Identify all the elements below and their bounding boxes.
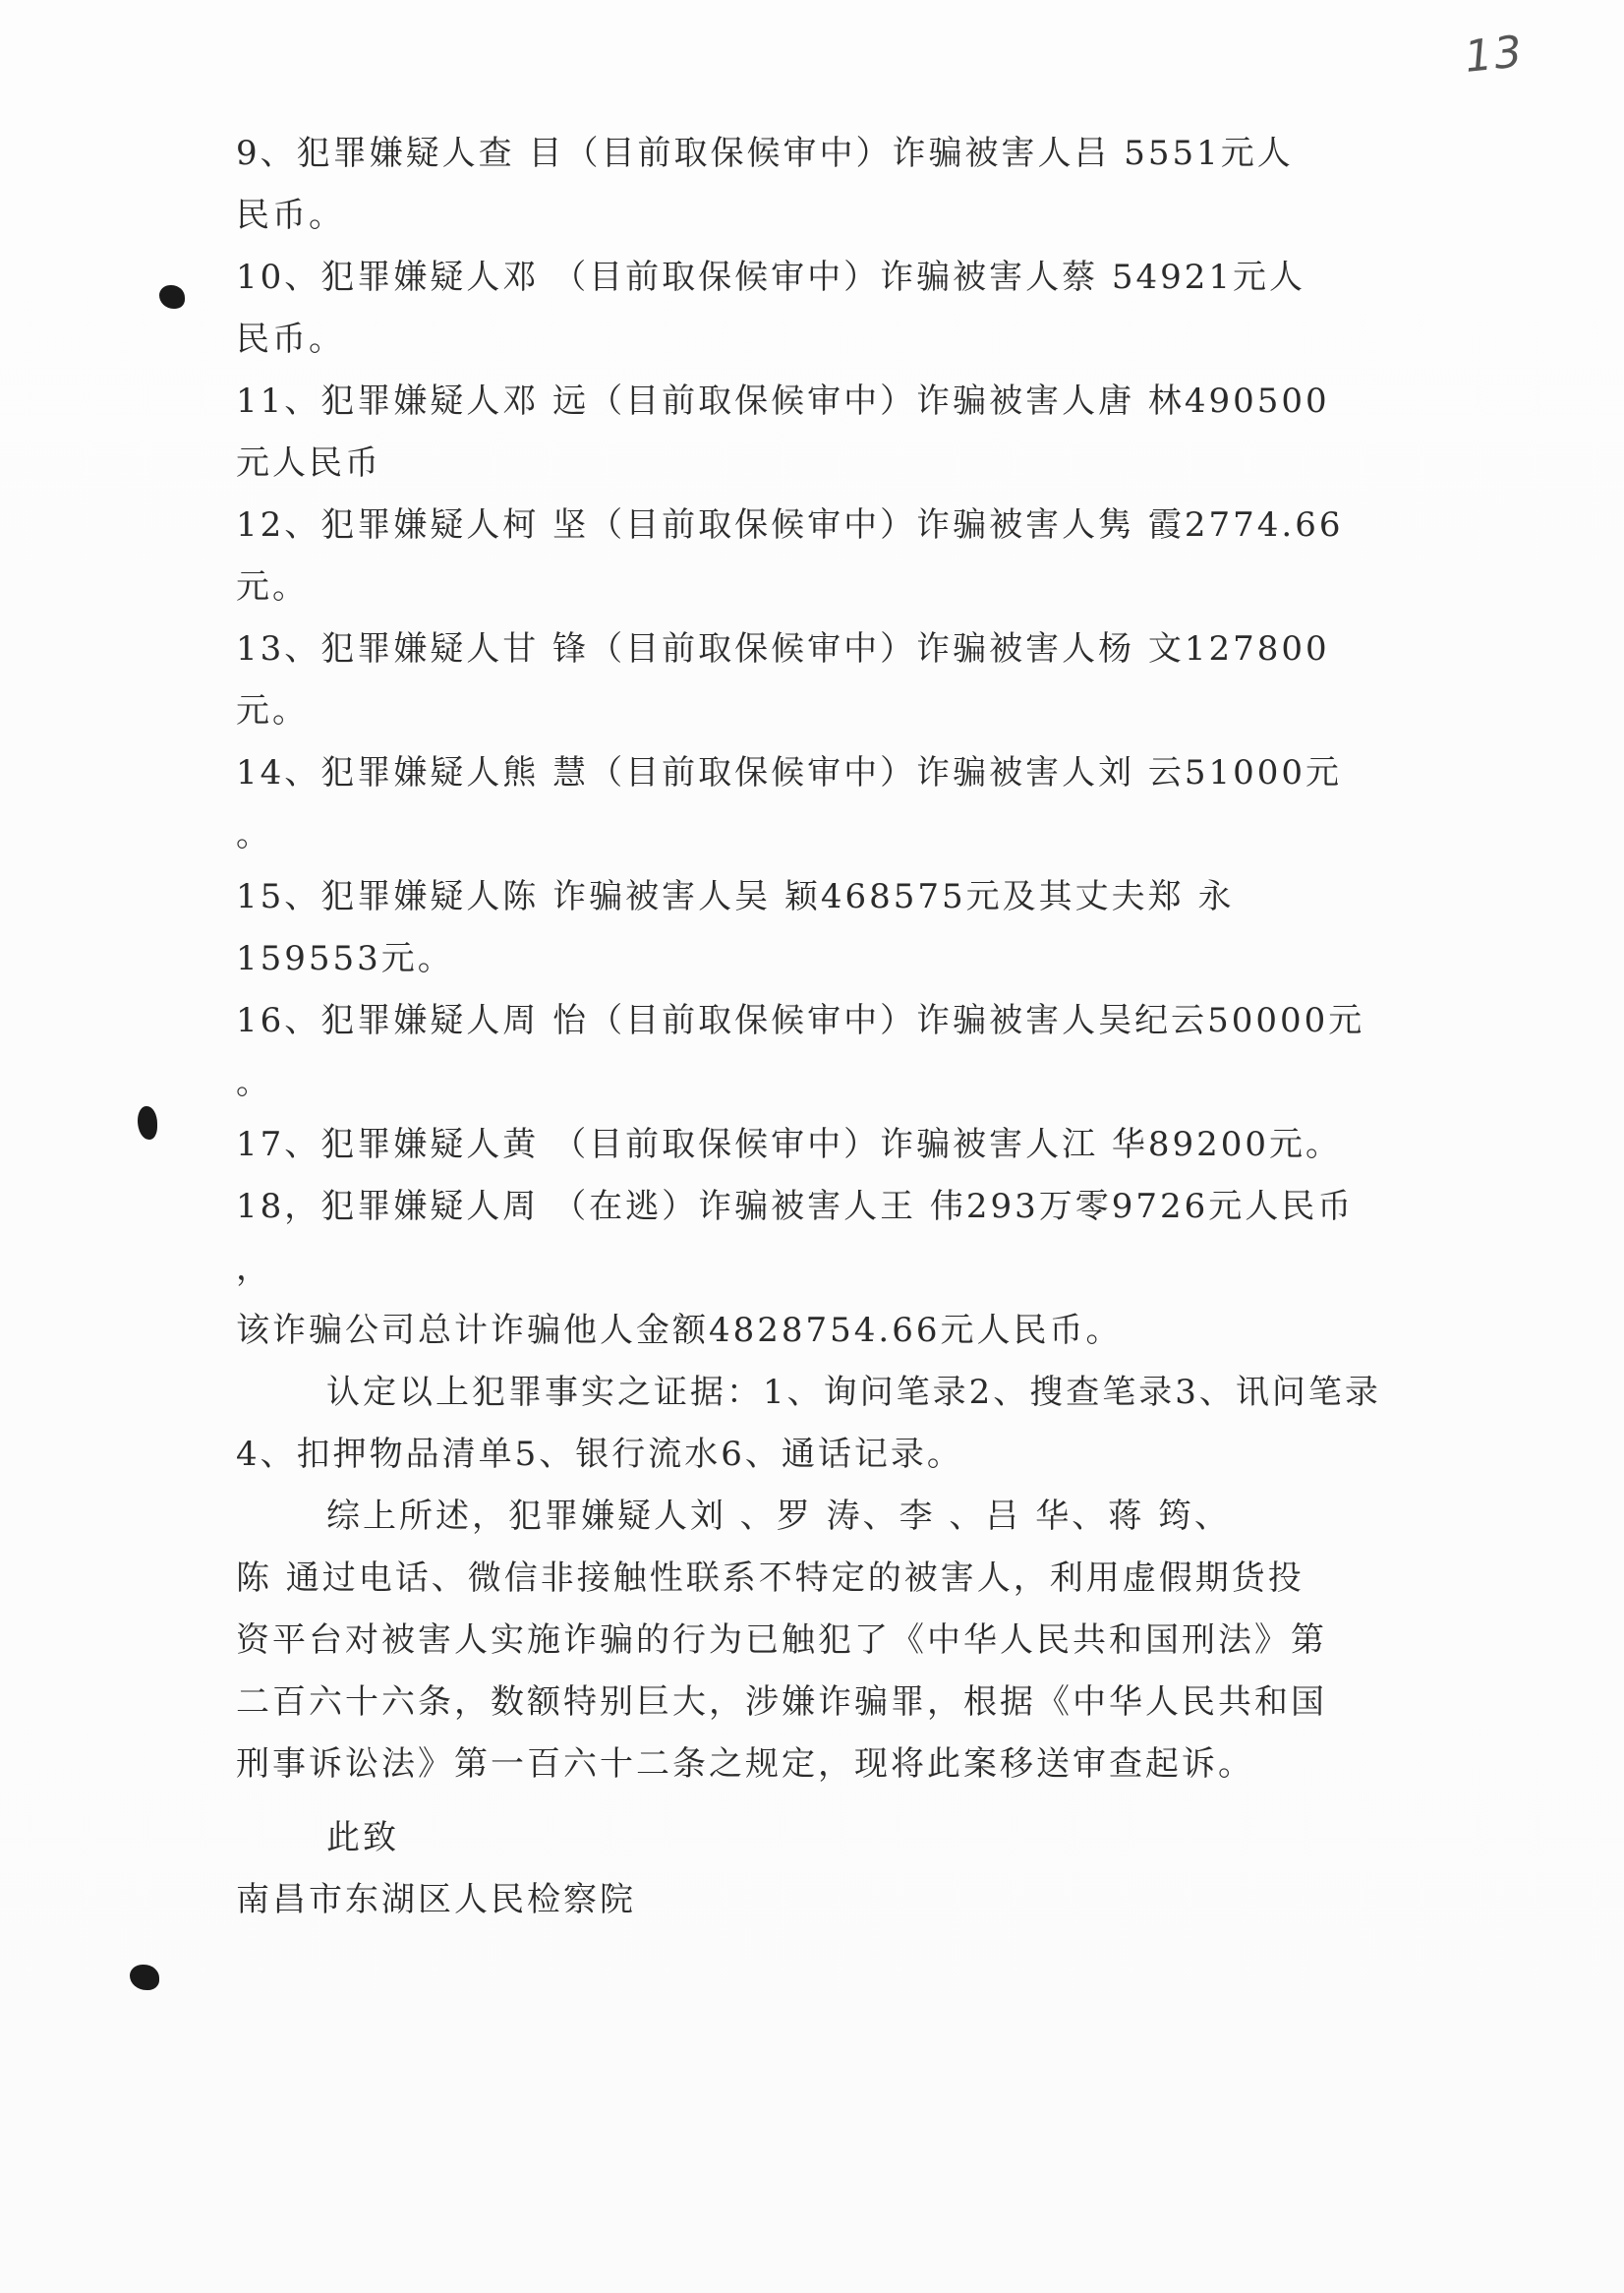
text-line: 13、犯罪嫌疑人甘 锋（目前取保候审中）诈骗被害人杨 文127800 <box>236 629 1330 669</box>
document-closing <box>236 1807 636 1931</box>
punch-hole-mark <box>130 1965 159 1990</box>
text-line: 。 <box>236 815 272 854</box>
text-line: 14、犯罪嫌疑人熊 慧（目前取保候审中）诈骗被害人刘 云51000元 <box>236 753 1343 793</box>
handwritten-page-number: 13 <box>1462 27 1527 83</box>
recipient: 南昌市东湖区人民检察院 <box>236 1880 636 1919</box>
text-line: 刑事诉讼法》第一百六十二条之规定，现将此案移送审查起诉。 <box>236 1744 1254 1784</box>
punch-hole-mark <box>159 285 185 309</box>
text-line: 11、犯罪嫌疑人邓 远（目前取保候审中）诈骗被害人唐 林490500 <box>236 382 1330 421</box>
text-line: 民币。 <box>236 196 345 235</box>
text-line: 综上所述，犯罪嫌疑人刘 、罗 涛、李 、吕 华、蒋 筠、 <box>326 1497 1232 1536</box>
text-line: 159553元。 <box>236 939 454 978</box>
text-line: 12、犯罪嫌疑人柯 坚（目前取保候审中）诈骗被害人隽 霞2774.66 <box>236 505 1344 545</box>
text-line: 该诈骗公司总计诈骗他人金额4828754.66元人民币。 <box>236 1311 1123 1350</box>
salutation: 此致 <box>326 1818 399 1857</box>
text-line: 资平台对被害人实施诈骗的行为已触犯了《中华人民共和国刑法》第 <box>236 1620 1327 1660</box>
text-line: 民币。 <box>236 320 345 359</box>
text-line: 二百六十六条，数额特别巨大，涉嫌诈骗罪，根据《中华人民共和国 <box>236 1682 1327 1722</box>
text-line: ， <box>236 1249 272 1288</box>
text-line: 15、犯罪嫌疑人陈 诈骗被害人吴 颖468575元及其丈夫郑 永 <box>236 877 1235 916</box>
text-line: 17、犯罪嫌疑人黄 （目前取保候审中）诈骗被害人江 华89200元。 <box>236 1125 1343 1164</box>
text-line: 。 <box>236 1063 272 1102</box>
text-line: 16、犯罪嫌疑人周 怡（目前取保候审中）诈骗被害人吴纪云50000元 <box>236 1001 1365 1040</box>
document-body <box>236 123 1425 1795</box>
text-line: 陈 通过电话、微信非接触性联系不特定的被害人，利用虚假期货投 <box>236 1558 1305 1598</box>
text-line: 10、犯罪嫌疑人邓 （目前取保候审中）诈骗被害人蔡 54921元人 <box>236 258 1306 297</box>
text-line: 元人民币 <box>236 443 381 483</box>
text-line: 18，犯罪嫌疑人周 （在逃）诈骗被害人王 伟293万零9726元人民币 <box>236 1187 1355 1226</box>
text-line: 9、犯罪嫌疑人查 目（目前取保候审中）诈骗被害人吕 5551元人 <box>236 134 1294 173</box>
text-line: 元。 <box>236 567 309 607</box>
text-line: 4、扣押物品清单5、银行流水6、通话记录。 <box>236 1435 963 1474</box>
text-line: 元。 <box>236 691 309 731</box>
punch-hole-mark <box>138 1106 157 1140</box>
text-line: 认定以上犯罪事实之证据：1、询问笔录2、搜查笔录3、讯问笔录 <box>326 1373 1381 1412</box>
